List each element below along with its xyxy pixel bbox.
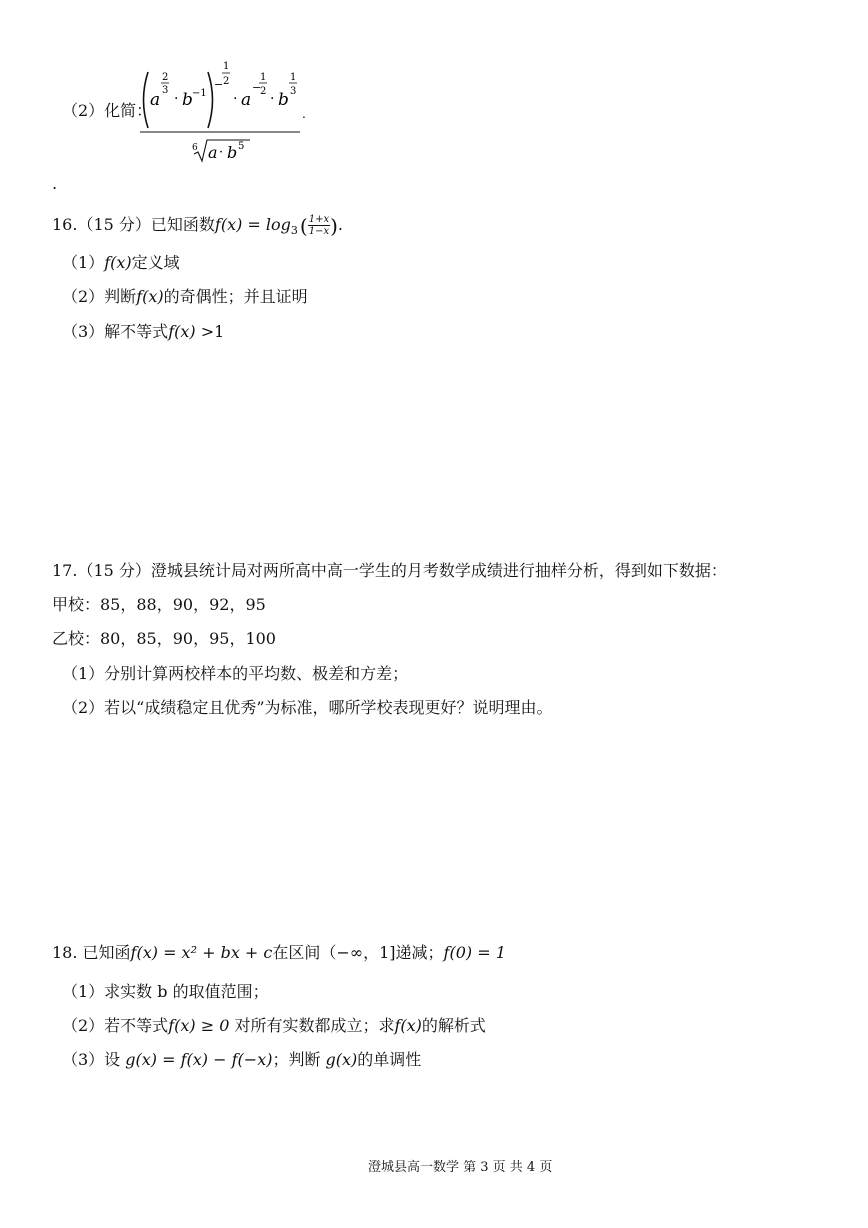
simplify-expression-graphic [138, 58, 313, 168]
outer-exp-den: 2 [223, 76, 230, 87]
q17-school-a: 甲校：85，88，90，92，95 [52, 595, 266, 614]
num-b: b [182, 90, 193, 110]
q18-item-3-mid: ；判断 [272, 1050, 326, 1069]
q18-item-2-tail: 的解析式 [421, 1016, 486, 1035]
q16-item-1-math: f(x) [104, 253, 132, 272]
den-b: b [227, 143, 238, 162]
root-index: 6 [192, 143, 198, 153]
num-a: a [150, 90, 161, 110]
num-a-exp-num: 2 [162, 72, 169, 83]
q16-item-3-text: >1 [195, 322, 225, 341]
q18-head-math2: f(0) = 1 [443, 943, 506, 962]
outer-exp-num: 1 [223, 61, 230, 72]
page-footer: 澄城县高一数学 第 3 页 共 4 页 [368, 1160, 553, 1175]
q18-item-3 [62, 1050, 421, 1070]
q16-tail: . [337, 215, 344, 234]
q16-item-2-label: （2）判断 [62, 287, 137, 306]
q16-frac-num: 1+x [308, 214, 330, 225]
q16-item-3-math: f(x) [168, 322, 196, 341]
q15-part2-label: （2）化简： [62, 101, 153, 120]
q17-header: 17.（15 分）澄城县统计局对两所高中高一学生的月考数学成绩进行抽样分析，得到如下数据： [52, 561, 727, 580]
b2-exp-num: 1 [290, 72, 297, 83]
q16-item-2-text: 的奇偶性；并且证明 [163, 287, 308, 306]
q18-item-3-tail: 的单调性 [357, 1050, 422, 1069]
q18-item-2 [62, 1016, 486, 1036]
q16-frac-den: 1−x [308, 226, 330, 237]
q18-head-mid: 在区间（−∞，1]递减； [272, 943, 444, 962]
a2-exp-sign: − [252, 81, 262, 94]
q16-item-1 [62, 253, 180, 273]
q18-item-3-math2: g(x) [325, 1050, 358, 1069]
q18-item-1: （1）求实数 b 的取值范围； [62, 982, 269, 1001]
q17-item-1: （1）分别计算两校样本的平均数、极差和方差； [62, 664, 409, 683]
q16-head-text: 16.（15 分）已知函数 [52, 215, 215, 234]
outer-exp-sign: − [214, 78, 224, 91]
num-b-exp: −1 [192, 88, 207, 99]
q16-item-2-math: f(x) [136, 287, 164, 306]
q16-paren-close: ) [330, 213, 338, 238]
q16-item-1-label: （1） [62, 253, 105, 272]
q16-item-1-text: 定义域 [131, 253, 180, 272]
den-b-exp: 5 [238, 141, 245, 152]
q18-item-3-pre: （3）设 [62, 1050, 126, 1069]
q18-item-2-mid: 对所有实数都成立；求 [229, 1016, 395, 1035]
a2-exp-num: 1 [260, 72, 267, 83]
q17-item-2: （2）若以“成绩稳定且优秀”为标准，哪所学校表现更好？说明理由。 [62, 698, 553, 717]
q16-paren-open: ( [299, 213, 308, 238]
right-paren [208, 72, 213, 128]
q18-header [52, 943, 506, 963]
q16-fraction [308, 214, 330, 237]
q16-fx: f(x) = log [214, 215, 291, 234]
b2-exp-den: 3 [290, 86, 297, 97]
q17-school-b: 乙校：80，85，90，95，100 [52, 629, 276, 648]
stray-dot: . [52, 174, 58, 193]
dot-2: · [233, 91, 238, 107]
a2: a [241, 90, 252, 110]
den-dot: · [219, 145, 224, 160]
q16-header [52, 214, 343, 241]
dot-1: · [174, 91, 179, 107]
q18-item-3-math: g(x) = f(x) − f(−x) [125, 1050, 273, 1069]
q16-item-2 [62, 287, 308, 307]
expr-trailing-dot: . [302, 107, 306, 121]
q18-item-2-pre: （2）若不等式 [62, 1016, 169, 1035]
q16-log-base: 3 [290, 224, 298, 238]
q16-item-3-label: （3）解不等式 [62, 322, 169, 341]
simplify-expression [138, 58, 313, 168]
q18-head-math: f(x) = x² + bx + c [130, 943, 273, 962]
left-paren [144, 72, 149, 128]
b2: b [278, 90, 289, 110]
q16-item-3 [62, 322, 224, 342]
dot-3: · [270, 91, 275, 107]
q18-item-2-math2: f(x) [394, 1016, 422, 1035]
den-a: a [208, 143, 218, 162]
a2-exp-den: 2 [260, 86, 267, 97]
num-a-exp-den: 3 [162, 85, 169, 96]
q18-item-2-math: f(x) ≥ 0 [168, 1016, 230, 1035]
q18-head-prefix: 18. 已知函 [52, 943, 131, 962]
